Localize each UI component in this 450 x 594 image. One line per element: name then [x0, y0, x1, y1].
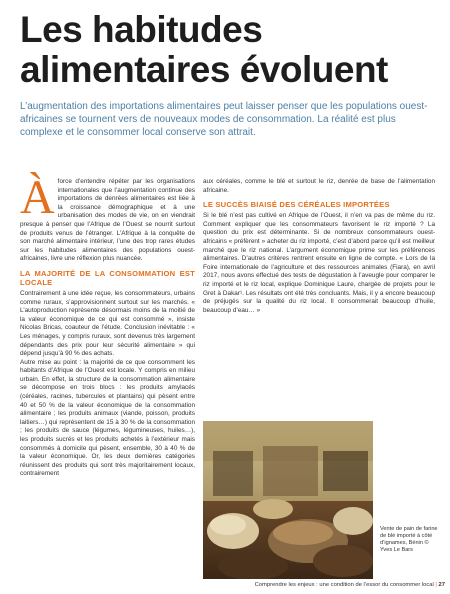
- page-title: Les habitudes alimentaires évoluent: [20, 9, 388, 90]
- continued-paragraph: aux céréales, comme le blé et surtout le riz, denrée de base de l’alimentation africaine.: [203, 178, 435, 194]
- page-footer: [240, 582, 445, 588]
- photo-caption: Vente de pain de farine de blé importé à côté d’ignames, Bénin © Yves Le Bars: [380, 526, 438, 553]
- column-right: [203, 178, 435, 315]
- section-heading-local: LA MAJORITÉ DE LA CONSOMMATION EST LOCALE: [20, 268, 195, 287]
- drop-cap: À: [20, 171, 55, 224]
- body-paragraph: Autre mise au point : la majorité de ce que consomment les habitants d’Afrique de l’Ouest est locale. Y compris en milieu urbain. En effet, la structure de la consommation alimentaire se décompose en trois blocs : les produits amylacés (céréales, racines, tubercules et plantains) qui pèsent entre 40 et 50 % de la valeur économique de la consommation alimentaire ; les produits animaux (viande, poisson, produits laitiers…) qui représentent de 15 à 30 % de la consommation ; les produits de sauce (légumes, légumineuses, huiles…), les produits sucrés et les produits achetés à l’extérieur mais consommés à domicile qui pèsent, ensemble, 30 à 40 % de la valeur économique. Or, les deux dernières catégories réunissent des produits qui sont très majoritairement locaux, contrairement: [20, 358, 195, 478]
- section-heading-imported: LE SUCCÈS BIAISÉ DES CÉRÉALES IMPORTÉES: [203, 200, 390, 210]
- body-paragraph: Contrairement à une idée reçue, les consommateurs, urbains comme ruraux, s’approvisionnent surtout sur les marchés. « L’autoproduction représente désormais moins de la moitié de la valeur économique de ce qui est consommé », insiste Nicolas Bricas, coauteur de l’étude. Conclusion inévitable : « Les ménages, y compris ruraux, sont devenus très largement dépendants des prix pour leur sécurité alimentaire » qui dépend jusqu’à 90 % des achats.: [20, 289, 195, 358]
- intro-paragraph: [20, 171, 195, 264]
- intro-text: force d’entendre répéter par les organisations internationales que l’augmentation continue des importations de denrées alimentaires est liée à la croissance démographique et à une urbanisation des modes de vie, on en viendrait presque à penser que l’Afrique de l’Ouest se nourrit surtout de produits venus de l’étranger. L’Afrique à la conquête de son marché alimentaire intérieur, l’une des trop rares études sur les habitudes alimentaires des populations ouest-africaines, livre une réflexion plus nuancée.: [20, 178, 195, 263]
- column-left: [20, 171, 195, 479]
- footer-text: Comprendre les enjeux : une condition de l’essor du consommer local: [254, 582, 434, 588]
- market-photo: [203, 421, 373, 579]
- body-paragraph: Si le blé n’est pas cultivé en Afrique de l’Ouest, il n’en va pas de même du riz. Comment expliquer que les consommateurs favorisent le riz importé ? La question du prix est déterminante. Si de nombreux consommateurs ouest-africains « préfèrent » acheter du riz importé, c’est d’abord parce qu’il est meilleur marché que le riz national. L’argument économique prime sur les préférences alimentaires. D’autres critères rentrent ensuite en ligne de compte. « Lors de la Foire internationale de l’agriculture et des ressources animales (Fiara), en avril 2017, nous avons effectué des tests de dégustation à l’aveugle pour comparer le riz importé et le riz local, explique Dominique Laure, chargée de projets pour le Gret à Dakar¹. Les résultats ont été très concluants. Mais, il y a encore beaucoup de préjugés sur la qualité du riz local. Il consommerait beaucoup d’huile, beaucoup d’eau… »: [203, 212, 435, 314]
- page-number: 27: [438, 582, 445, 588]
- footer-separator: |: [435, 582, 437, 588]
- lead-paragraph: L’augmentation des importations alimentaires peut laisser penser que les populations ouest-africaines se tournent vers de nouveaux modes de consommation. La réalité est plus complexe et le consommer local conserve son attrait.: [20, 101, 428, 138]
